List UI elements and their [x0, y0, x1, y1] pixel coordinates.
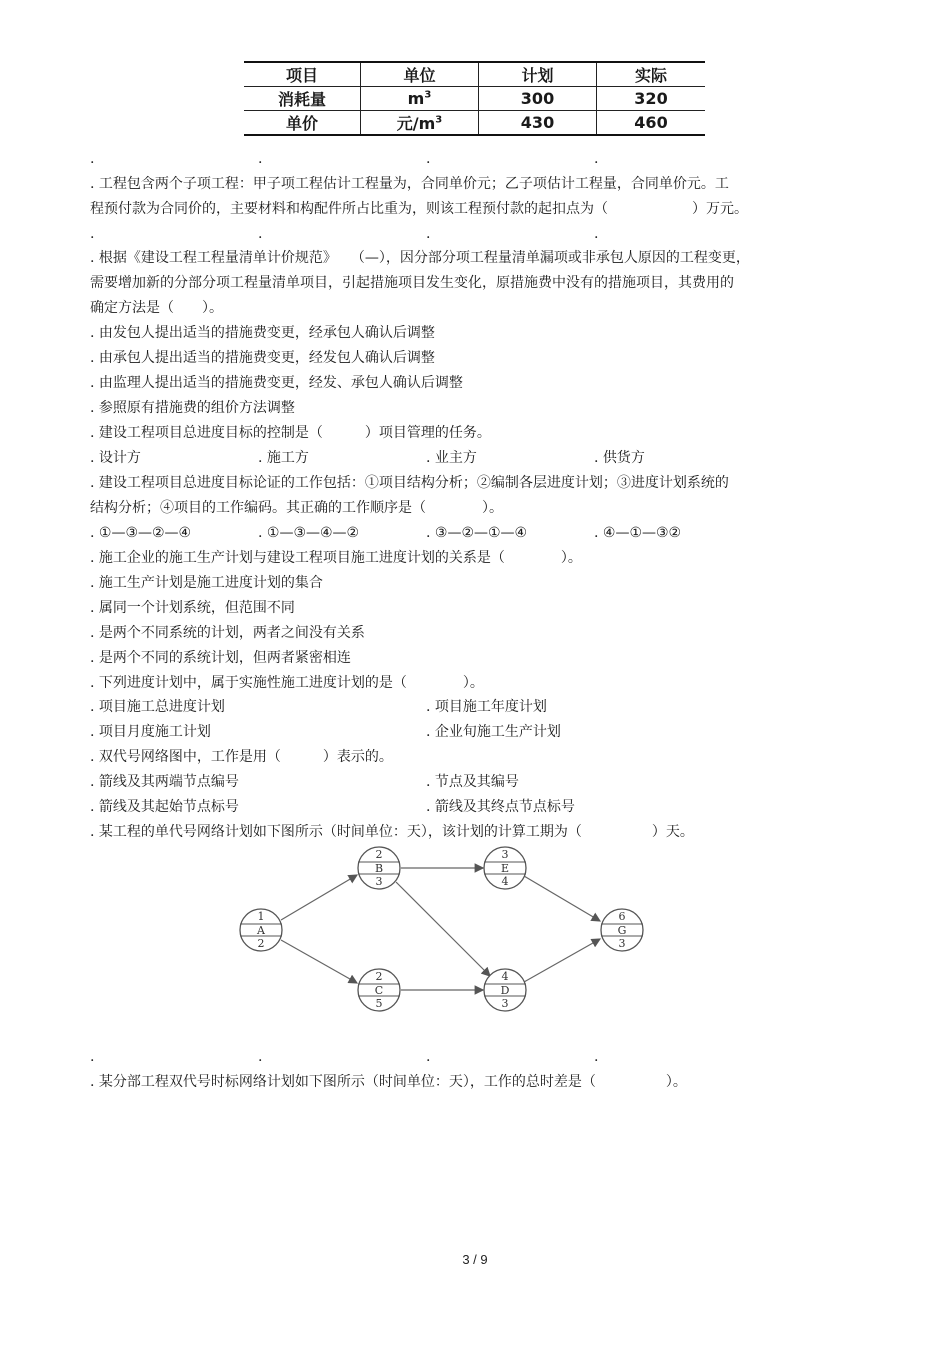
option-text: . 箭线及其两端节点编号	[90, 774, 239, 790]
arrow-d-g	[524, 939, 600, 982]
question-text: . 工程包含两个子项工程：甲子项工程估计工程量为，合同单价元；乙子项估计工程量，合同单价元。工	[90, 176, 729, 192]
question-text: . 施工企业的施工生产计划与建设工程项目施工进度计划的关系是（ ）。	[90, 550, 582, 566]
option-dot: .	[90, 226, 95, 242]
option-dot: .	[594, 1049, 599, 1065]
question-text: . 某工程的单代号网络计划如下图所示（时间单位：天），该计划的计算工期为（ ）天。	[90, 824, 694, 840]
question-text: . 双代号网络图中，工作是用（ ）表示的。	[90, 749, 393, 765]
table-cell: 消耗量	[244, 87, 361, 111]
page-number: 3 / 9	[462, 1252, 488, 1267]
option-text: . 由承包人提出适当的措施费变更，经发包人确认后调整	[90, 350, 435, 366]
svg-text:4: 4	[501, 875, 509, 888]
svg-text:C: C	[374, 984, 384, 997]
table-row	[244, 111, 705, 136]
option-text: . 参照原有措施费的组价方法调整	[90, 400, 295, 416]
arrow-e-g	[524, 876, 600, 921]
option-text: . 业主方	[426, 450, 477, 466]
svg-text:1: 1	[257, 910, 265, 923]
option-text: . 施工方	[258, 450, 309, 466]
table-cell: $m^3$	[361, 87, 479, 111]
svg-text:3: 3	[375, 875, 383, 888]
quantity-price-table	[244, 61, 705, 136]
option-text: . ①—③—④—②	[258, 525, 360, 541]
option-text: . 箭线及其终点节点标号	[426, 799, 575, 815]
option-text: . ①—③—②—④	[90, 525, 192, 541]
option-text: . 是两个不同系统的计划，两者之间没有关系	[90, 625, 365, 641]
table-cell: 320	[597, 87, 706, 111]
table-cell: 460	[597, 111, 706, 136]
table-cell: 300	[479, 87, 597, 111]
network-node-e	[484, 847, 526, 889]
svg-text:E: E	[500, 862, 510, 875]
option-dot: .	[258, 226, 263, 242]
option-text: . 项目施工总进度计划	[90, 699, 225, 715]
svg-text:3: 3	[618, 937, 626, 950]
option-text: . 企业旬施工生产计划	[426, 724, 561, 740]
option-text: . 属同一个计划系统，但范围不同	[90, 600, 295, 616]
option-text: . 项目月度施工计划	[90, 724, 211, 740]
network-node-c	[358, 969, 400, 1011]
question-text: . 建设工程项目总进度目标的控制是（ ）项目管理的任务。	[90, 425, 491, 441]
svg-text:5: 5	[375, 997, 383, 1010]
option-text: . 节点及其编号	[426, 774, 519, 790]
option-text: . 由监理人提出适当的措施费变更，经发、承包人确认后调整	[90, 375, 463, 391]
option-text: . 项目施工年度计划	[426, 699, 547, 715]
network-node-b	[358, 847, 400, 889]
arrow-a-b	[281, 875, 357, 920]
option-text: . 施工生产计划是施工进度计划的集合	[90, 575, 323, 591]
option-text: . ③—②—①—④	[426, 525, 528, 541]
svg-text:B: B	[374, 862, 384, 875]
option-dot: .	[90, 1049, 95, 1065]
option-dot: .	[426, 1049, 431, 1065]
question-text: 程预付款为合同价的，主要材料和构配件所占比重为，则该工程预付款的起扣点为（ ）万元。	[90, 201, 748, 217]
network-node-g	[601, 909, 643, 951]
option-text: . ④—①—③②	[594, 525, 682, 541]
option-dot: .	[258, 151, 263, 167]
option-text: . 供货方	[594, 450, 645, 466]
question-text: . 根据《建设工程工程量清单计价规范》 （—），因分部分项工程量清单漏项或非承包人原因的工程变更，	[90, 250, 750, 266]
network-node-d	[484, 969, 526, 1011]
single-code-network-diagram	[200, 840, 680, 1040]
svg-text:3: 3	[501, 848, 509, 861]
table-row	[244, 87, 705, 111]
table-header-row	[244, 62, 705, 87]
question-text: . 建设工程项目总进度目标论证的工作包括：①项目结构分析；②编制各层进度计划；③进度计划系统的	[90, 475, 729, 491]
question-text: 需要增加新的分部分项工程量清单项目，引起措施项目发生变化，原措施费中没有的措施项目，其费用的	[90, 275, 734, 291]
option-text: . 设计方	[90, 450, 141, 466]
svg-text:2: 2	[375, 970, 383, 983]
question-text: 结构分析；④项目的工作编码。其正确的工作顺序是（ ）。	[90, 500, 503, 516]
option-text: . 由发包人提出适当的措施费变更，经承包人确认后调整	[90, 325, 435, 341]
option-dot: .	[90, 151, 95, 167]
svg-text:G: G	[617, 924, 627, 937]
question-text: 确定方法是（ ）。	[90, 300, 223, 316]
table-header-cell: 实际	[597, 62, 706, 87]
table-cell: 元$/m^3$	[361, 111, 479, 136]
svg-text:D: D	[500, 984, 510, 997]
arrow-a-c	[281, 940, 357, 983]
svg-text:4: 4	[501, 970, 509, 983]
svg-text:2: 2	[375, 848, 383, 861]
network-node-a	[240, 909, 282, 951]
option-dot: .	[258, 1049, 263, 1065]
table-cell: 430	[479, 111, 597, 136]
table-cell: 单价	[244, 111, 361, 136]
svg-text:6: 6	[618, 910, 626, 923]
question-text: . 某分部工程双代号时标网络计划如下图所示（时间单位：天），工作的总时差是（ ）。	[90, 1074, 687, 1090]
option-dot: .	[426, 226, 431, 242]
table-header-cell: 计划	[479, 62, 597, 87]
svg-text:A: A	[257, 924, 265, 937]
question-text: . 下列进度计划中，属于实施性施工进度计划的是（ ）。	[90, 675, 484, 691]
option-dot: .	[426, 151, 431, 167]
table-header-cell: 单位	[361, 62, 479, 87]
svg-text:3: 3	[501, 997, 509, 1010]
option-text: . 箭线及其起始节点标号	[90, 799, 239, 815]
table-header-cell: 项目	[244, 62, 361, 87]
option-dot: .	[594, 226, 599, 242]
option-dot: .	[594, 151, 599, 167]
option-text: . 是两个不同的系统计划，但两者紧密相连	[90, 650, 351, 666]
arrow-b-d	[396, 882, 490, 976]
svg-text:2: 2	[257, 937, 265, 950]
